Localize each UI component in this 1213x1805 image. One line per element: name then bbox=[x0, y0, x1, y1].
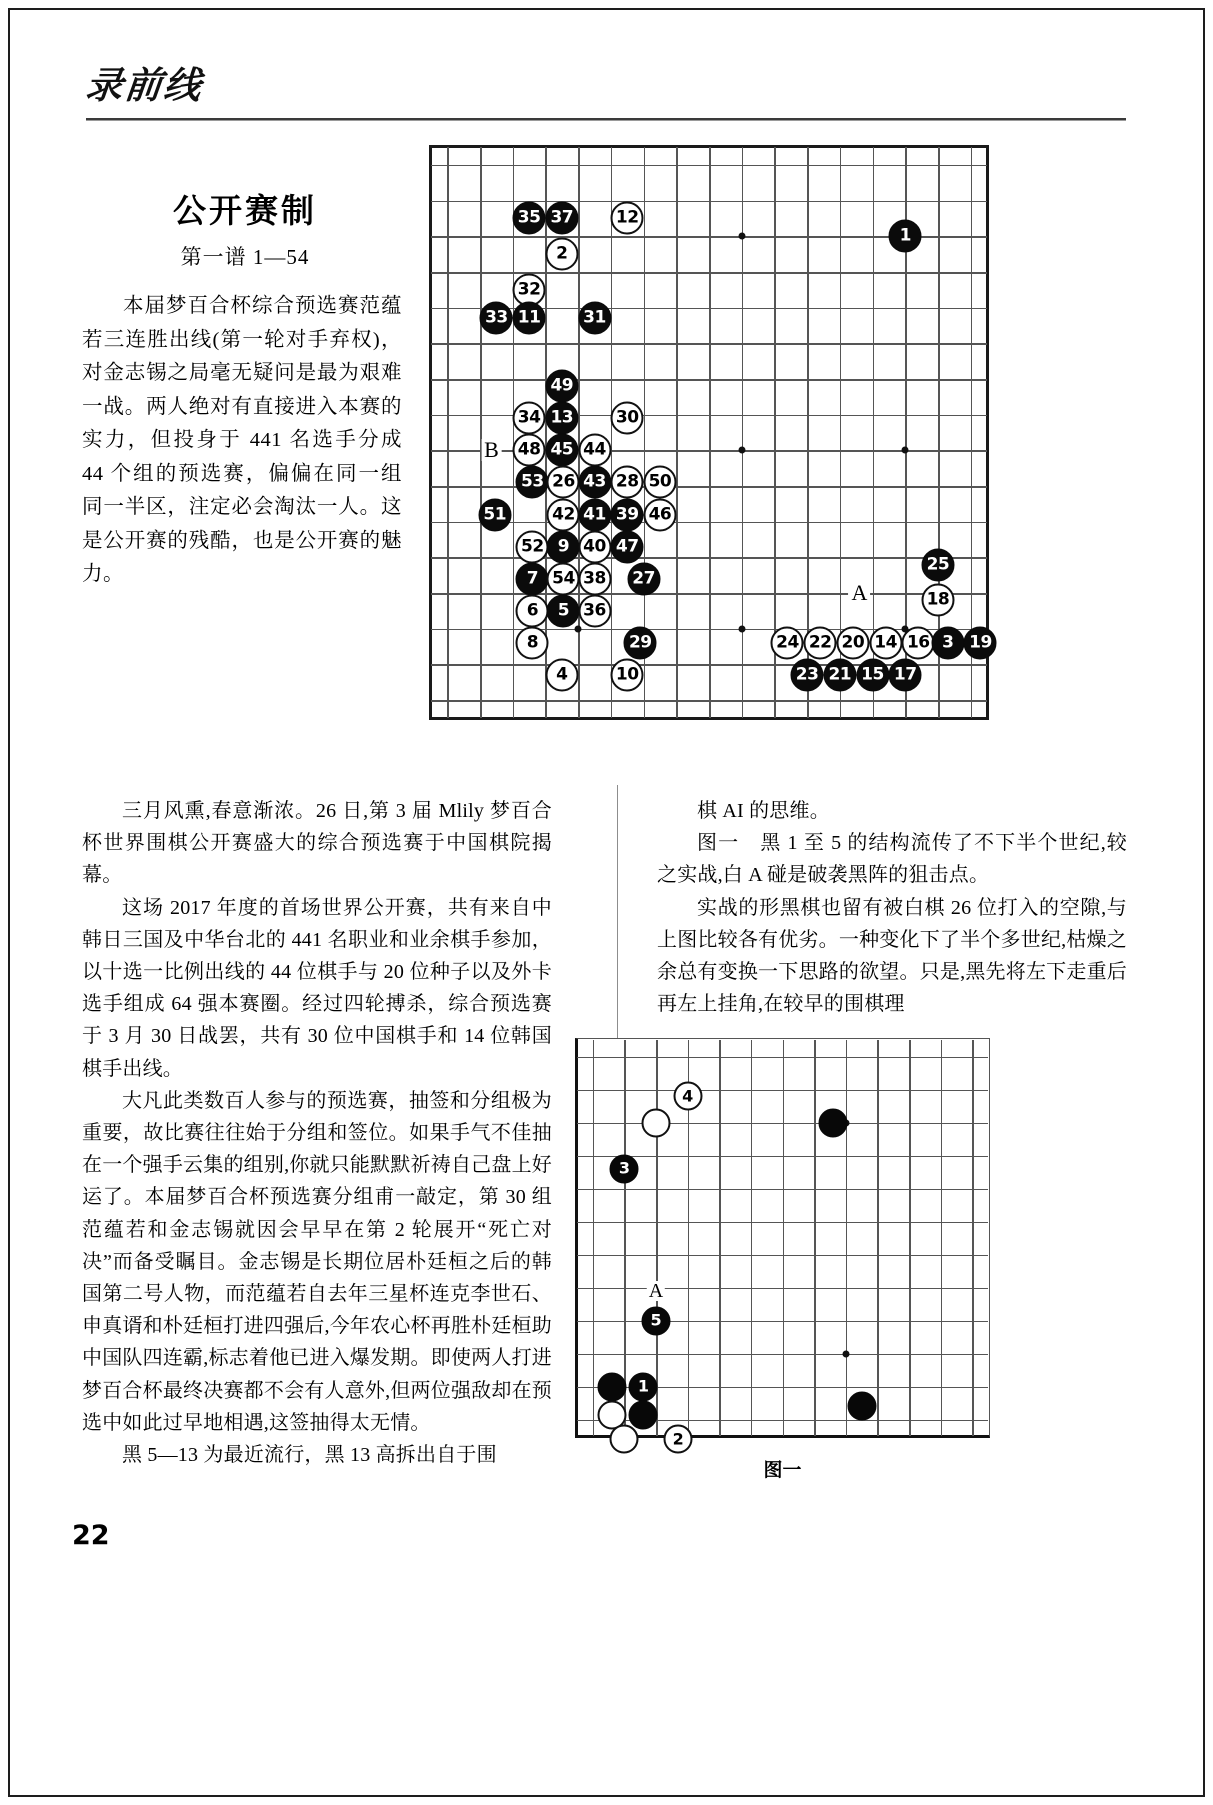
stone-white-28: 28 bbox=[611, 466, 644, 499]
stone-white-38: 38 bbox=[578, 562, 611, 595]
stone-black-5: 5 bbox=[642, 1306, 671, 1335]
stone-white-20: 20 bbox=[836, 627, 869, 660]
stone-white-2: 2 bbox=[545, 238, 578, 271]
stone-black-13: 13 bbox=[545, 402, 578, 435]
stone-white-12: 12 bbox=[611, 202, 644, 235]
stone-black-49: 49 bbox=[545, 370, 578, 403]
stone-white-2: 2 bbox=[664, 1425, 693, 1454]
stone-white-14: 14 bbox=[869, 627, 902, 660]
paragraph: 这场 2017 年度的首场世界公开赛，共有来自中韩日三国及中华台北的 441 名职业和业余棋手参加，以十选一比例出线的 44 位棋手与 20 位种子以及外卡选手组成 64 强本赛圈。经过四轮搏杀，综合预选赛于 3 月 30 日战罢，共有 30 位中国棋手和 14 位韩国棋手出线。 bbox=[82, 896, 552, 1080]
stone-black-31: 31 bbox=[578, 302, 611, 335]
board-marker-b: B bbox=[481, 439, 502, 461]
stone-white-8: 8 bbox=[516, 627, 549, 660]
grid-line-vertical bbox=[751, 1040, 753, 1436]
stone-black-9: 9 bbox=[547, 530, 580, 563]
board-marker-a: A bbox=[648, 1279, 664, 1302]
stone-black-41: 41 bbox=[578, 498, 611, 531]
star-point bbox=[738, 625, 745, 632]
stone-black-33: 33 bbox=[480, 302, 513, 335]
grid-line-vertical bbox=[941, 1040, 943, 1436]
stone-black-23: 23 bbox=[791, 659, 824, 692]
grid-line-vertical bbox=[447, 147, 449, 718]
stone-black-1: 1 bbox=[889, 220, 922, 253]
stone-white-44: 44 bbox=[578, 434, 611, 467]
stone-black bbox=[629, 1400, 658, 1429]
body-column-left bbox=[82, 795, 552, 1471]
star-point bbox=[738, 233, 745, 240]
grid-line-vertical bbox=[578, 147, 580, 718]
stone-black-27: 27 bbox=[627, 562, 660, 595]
grid-line-vertical bbox=[656, 1040, 658, 1436]
board-grid bbox=[431, 147, 992, 718]
grid-line-vertical bbox=[709, 147, 711, 718]
masthead bbox=[83, 55, 1126, 125]
stone-white-42: 42 bbox=[547, 498, 580, 531]
go-diagram-1 bbox=[429, 145, 992, 720]
stone-white-16: 16 bbox=[902, 627, 935, 660]
grid-line-vertical bbox=[611, 147, 613, 718]
grid-line-vertical bbox=[846, 1040, 848, 1436]
page-title: 公开赛制 bbox=[173, 191, 317, 230]
paragraph: 三月风熏,春意渐浓。26 日,第 3 届 Mlily 梦百合杯世界围棋公开赛盛大的综合预选赛于中国棋院揭幕。 bbox=[82, 800, 552, 887]
stone-white-46: 46 bbox=[643, 498, 676, 531]
stone-white-18: 18 bbox=[921, 584, 954, 617]
stone-black-25: 25 bbox=[921, 548, 954, 581]
stone-black bbox=[819, 1108, 848, 1137]
stone-white-48: 48 bbox=[513, 434, 546, 467]
grid-line-vertical bbox=[783, 1040, 785, 1436]
grid-line-vertical bbox=[480, 147, 482, 718]
star-point bbox=[902, 447, 909, 454]
star-point bbox=[842, 1350, 849, 1357]
stone-black-37: 37 bbox=[545, 202, 578, 235]
stone-white-34: 34 bbox=[513, 402, 546, 435]
grid-line-vertical bbox=[513, 147, 515, 718]
stone-white-54: 54 bbox=[547, 562, 580, 595]
stone-white-26: 26 bbox=[547, 466, 580, 499]
grid-line-vertical bbox=[593, 1040, 595, 1436]
stone-white-30: 30 bbox=[611, 402, 644, 435]
intro-paragraph bbox=[82, 290, 402, 592]
stone-white bbox=[610, 1425, 639, 1454]
paragraph: 图一 黑 1 至 5 的结构流传了不下半个世纪,较之实战,白 A 碰是破袭黑阵的狙击点。 bbox=[657, 832, 1127, 887]
body-column-right bbox=[657, 795, 1127, 1020]
stone-white-24: 24 bbox=[771, 627, 804, 660]
stone-black-51: 51 bbox=[478, 498, 511, 531]
stone-black-7: 7 bbox=[516, 562, 549, 595]
masthead-logo: 录前线 bbox=[83, 66, 205, 107]
stone-black-17: 17 bbox=[889, 659, 922, 692]
grid-line-vertical bbox=[814, 1040, 816, 1436]
stone-white-32: 32 bbox=[513, 273, 546, 306]
stone-white-52: 52 bbox=[516, 530, 549, 563]
star-point bbox=[738, 447, 745, 454]
stone-black-35: 35 bbox=[513, 202, 546, 235]
stone-black-47: 47 bbox=[611, 530, 644, 563]
stone-black-43: 43 bbox=[578, 466, 611, 499]
star-point bbox=[575, 625, 582, 632]
paragraph: 大凡此类数百人参与的预选赛，抽签和分组极为重要，故比赛往往始于分组和签位。如果手气不佳抽在一个强手云集的组别,你就只能默默祈祷自己盘上好运了。本届梦百合杯预选赛分组甫一敲定，第 30 组范蕴若和金志锡就因会早早在第 2 轮展开“死亡对决”而备受瞩目。金志锡是长期位居朴廷桓之后的韩国第二号人物，而范蕴若自去年三星杯连克李世石、申真谞和朴廷桓打进四强后,今年农心杯再胜朴廷桓助中国队四连霸,标志着他已进入爆发期。即使两人打进梦百合杯最终决赛都不会有人意外,但两位强敌却在预选中如此过早地相遇,这签抽得太无情。 bbox=[82, 1089, 552, 1434]
grid-line-vertical bbox=[909, 1040, 911, 1436]
grid-line-vertical bbox=[719, 1040, 721, 1436]
stone-black-5: 5 bbox=[547, 594, 580, 627]
grid-line-vertical bbox=[624, 1040, 626, 1436]
go-diagram-2 bbox=[575, 1038, 990, 1449]
stone-black bbox=[597, 1372, 626, 1401]
stone-black-21: 21 bbox=[823, 659, 856, 692]
stone-black-45: 45 bbox=[545, 434, 578, 467]
figure-caption: 图一 bbox=[763, 1459, 802, 1481]
stone-white-6: 6 bbox=[516, 594, 549, 627]
stone-black-19: 19 bbox=[964, 627, 997, 660]
stone-black-39: 39 bbox=[611, 498, 644, 531]
page-number: 22 bbox=[72, 1520, 110, 1551]
stone-white-4: 4 bbox=[673, 1082, 702, 1111]
stone-black-11: 11 bbox=[513, 302, 546, 335]
masthead-rule bbox=[86, 118, 1126, 121]
stone-white-22: 22 bbox=[804, 627, 837, 660]
stone-white-4: 4 bbox=[545, 659, 578, 692]
paragraph: 黑 5—13 为最近流行，黑 13 高拆出自于围 bbox=[122, 1444, 497, 1467]
grid-line-vertical bbox=[877, 1040, 879, 1436]
stone-black-53: 53 bbox=[516, 466, 549, 499]
paragraph: 棋 AI 的思维。 bbox=[697, 800, 830, 822]
stone-black bbox=[847, 1392, 876, 1421]
stone-black-29: 29 bbox=[624, 627, 657, 660]
board-marker-a: A bbox=[848, 582, 870, 604]
stone-white bbox=[642, 1108, 671, 1137]
stone-white-10: 10 bbox=[611, 659, 644, 692]
stone-white-40: 40 bbox=[578, 530, 611, 563]
stone-black-3: 3 bbox=[610, 1154, 639, 1183]
stone-black-3: 3 bbox=[931, 627, 964, 660]
intro-text: 本届梦百合杯综合预选赛范蕴若三连胜出线(第一轮对手弃权)，对金志锡之局毫无疑问是最为艰难一战。两人绝对有直接进入本赛的实力，但投身于 441 名选手分成 44 个组的预选赛，偏偏在同一组同一半区，注定必会淘汰一人。这是公开赛的残酷，也是公开赛的魅力。 bbox=[82, 295, 402, 585]
stone-black-15: 15 bbox=[856, 659, 889, 692]
stone-black-1: 1 bbox=[629, 1372, 658, 1401]
grid-line-vertical bbox=[972, 1040, 974, 1436]
stone-white-50: 50 bbox=[643, 466, 676, 499]
grid-line-vertical bbox=[676, 147, 678, 718]
article-title-block bbox=[95, 185, 395, 271]
page-subtitle: 第一谱 1—54 bbox=[180, 245, 310, 269]
board2-grid bbox=[577, 1040, 988, 1449]
stone-white-36: 36 bbox=[578, 594, 611, 627]
paragraph: 实战的形黑棋也留有被白棋 26 位打入的空隙,与上图比较各有优劣。一种变化下了半个多世纪,枯燥之余总有变换一下思路的欲望。只是,黑先将左下走重后再左上挂角,在较早的围棋理 bbox=[657, 896, 1127, 1016]
